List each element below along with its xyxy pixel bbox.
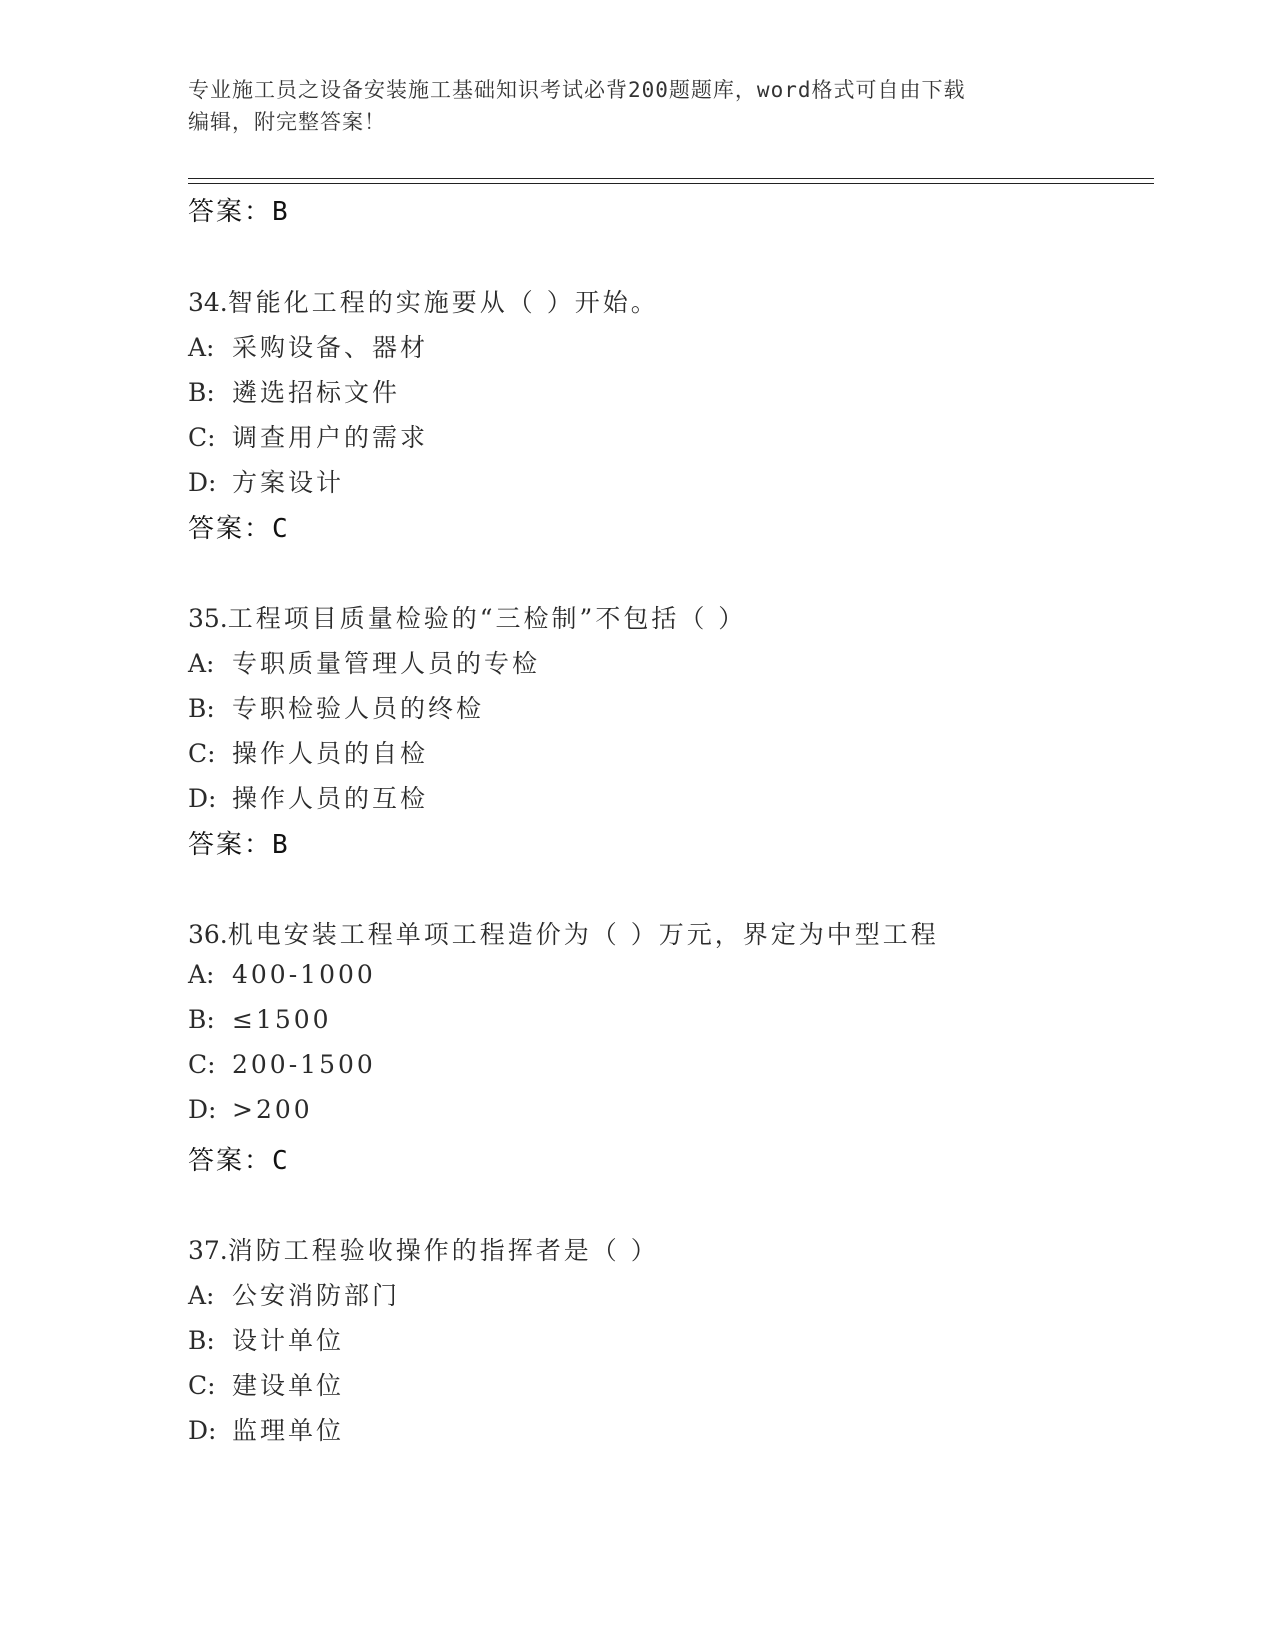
option-text: 调查用户的需求	[232, 423, 429, 452]
question-37	[188, 1231, 659, 1267]
option-text: 专职检验人员的终检	[232, 694, 485, 723]
option-b	[188, 373, 400, 409]
option-label: B:	[188, 1326, 215, 1355]
question-text: 智能化工程的实施要从（ ）开始。	[227, 288, 659, 317]
option-a	[188, 328, 428, 364]
option-text: 专职质量管理人员的专检	[232, 649, 541, 678]
header-line-2: 编辑，附完整答案！	[188, 110, 386, 134]
option-a	[188, 644, 540, 680]
option-label: D:	[188, 1416, 217, 1445]
option-label: C:	[188, 1371, 216, 1400]
option-label: B:	[188, 694, 215, 723]
answer-label: 答案：	[188, 197, 273, 227]
option-text: 200-1500	[232, 1050, 376, 1079]
option-d	[188, 1411, 344, 1447]
answer-value: C	[272, 1146, 290, 1176]
option-b	[188, 1005, 332, 1034]
option-a	[188, 960, 376, 989]
option-d	[188, 1095, 313, 1124]
answer-line	[188, 824, 290, 861]
answer-line	[188, 508, 290, 545]
option-label: A:	[188, 649, 215, 678]
option-a	[188, 1276, 400, 1312]
answer-value: C	[272, 514, 290, 544]
option-label: C:	[188, 739, 216, 768]
option-d	[188, 463, 344, 499]
header-divider-bottom	[188, 183, 1154, 184]
question-text: 工程项目质量检验的“三检制”不包括（ ）	[227, 604, 747, 633]
answer-value: B	[272, 197, 290, 227]
answer-label: 答案：	[188, 514, 273, 544]
option-text: 操作人员的互检	[232, 784, 429, 813]
option-label: A:	[188, 960, 215, 989]
option-label: D:	[188, 784, 217, 813]
question-35	[188, 599, 746, 635]
option-label: B:	[188, 1005, 215, 1034]
option-label: C:	[188, 423, 216, 452]
option-label: A:	[188, 1281, 215, 1310]
option-text: 400-1000	[232, 960, 376, 989]
header-divider-top	[188, 178, 1154, 179]
question-number: 37.	[188, 1236, 228, 1265]
option-text: 采购设备、器材	[232, 333, 429, 362]
answer-line	[188, 1140, 290, 1177]
option-text: 设计单位	[232, 1326, 345, 1355]
option-c	[188, 1366, 344, 1402]
option-c	[188, 418, 428, 454]
question-34	[188, 283, 659, 319]
option-c	[188, 1050, 376, 1079]
option-label: D:	[188, 468, 217, 497]
question-number: 36.	[188, 920, 228, 949]
question-text: 机电安装工程单项工程造价为（ ）万元，界定为中型工程	[227, 920, 939, 949]
option-text: 方案设计	[232, 468, 345, 497]
option-text: 建设单位	[232, 1371, 345, 1400]
option-b	[188, 689, 484, 725]
question-36	[188, 915, 939, 951]
option-label: B:	[188, 378, 215, 407]
option-d	[188, 779, 428, 815]
option-label: D:	[188, 1095, 217, 1124]
question-text: 消防工程验收操作的指挥者是（ ）	[227, 1236, 659, 1265]
answer-line	[188, 191, 290, 228]
option-text: 遴选招标文件	[232, 378, 401, 407]
question-number: 35.	[188, 604, 228, 633]
option-b	[188, 1321, 344, 1357]
document-header	[188, 74, 1068, 138]
option-c	[188, 734, 428, 770]
answer-value: B	[272, 830, 290, 860]
option-text: 操作人员的自检	[232, 739, 429, 768]
option-text: ≤1500	[232, 1005, 332, 1034]
answer-label: 答案：	[188, 830, 273, 860]
option-text: >200	[232, 1095, 313, 1124]
question-number: 34.	[188, 288, 228, 317]
option-text: 监理单位	[232, 1416, 345, 1445]
option-text: 公安消防部门	[232, 1281, 401, 1310]
answer-label: 答案：	[188, 1146, 273, 1176]
header-line-1: 专业施工员之设备安装施工基础知识考试必背200题题库，word格式可自由下载	[188, 78, 966, 102]
option-label: C:	[188, 1050, 216, 1079]
option-label: A:	[188, 333, 215, 362]
